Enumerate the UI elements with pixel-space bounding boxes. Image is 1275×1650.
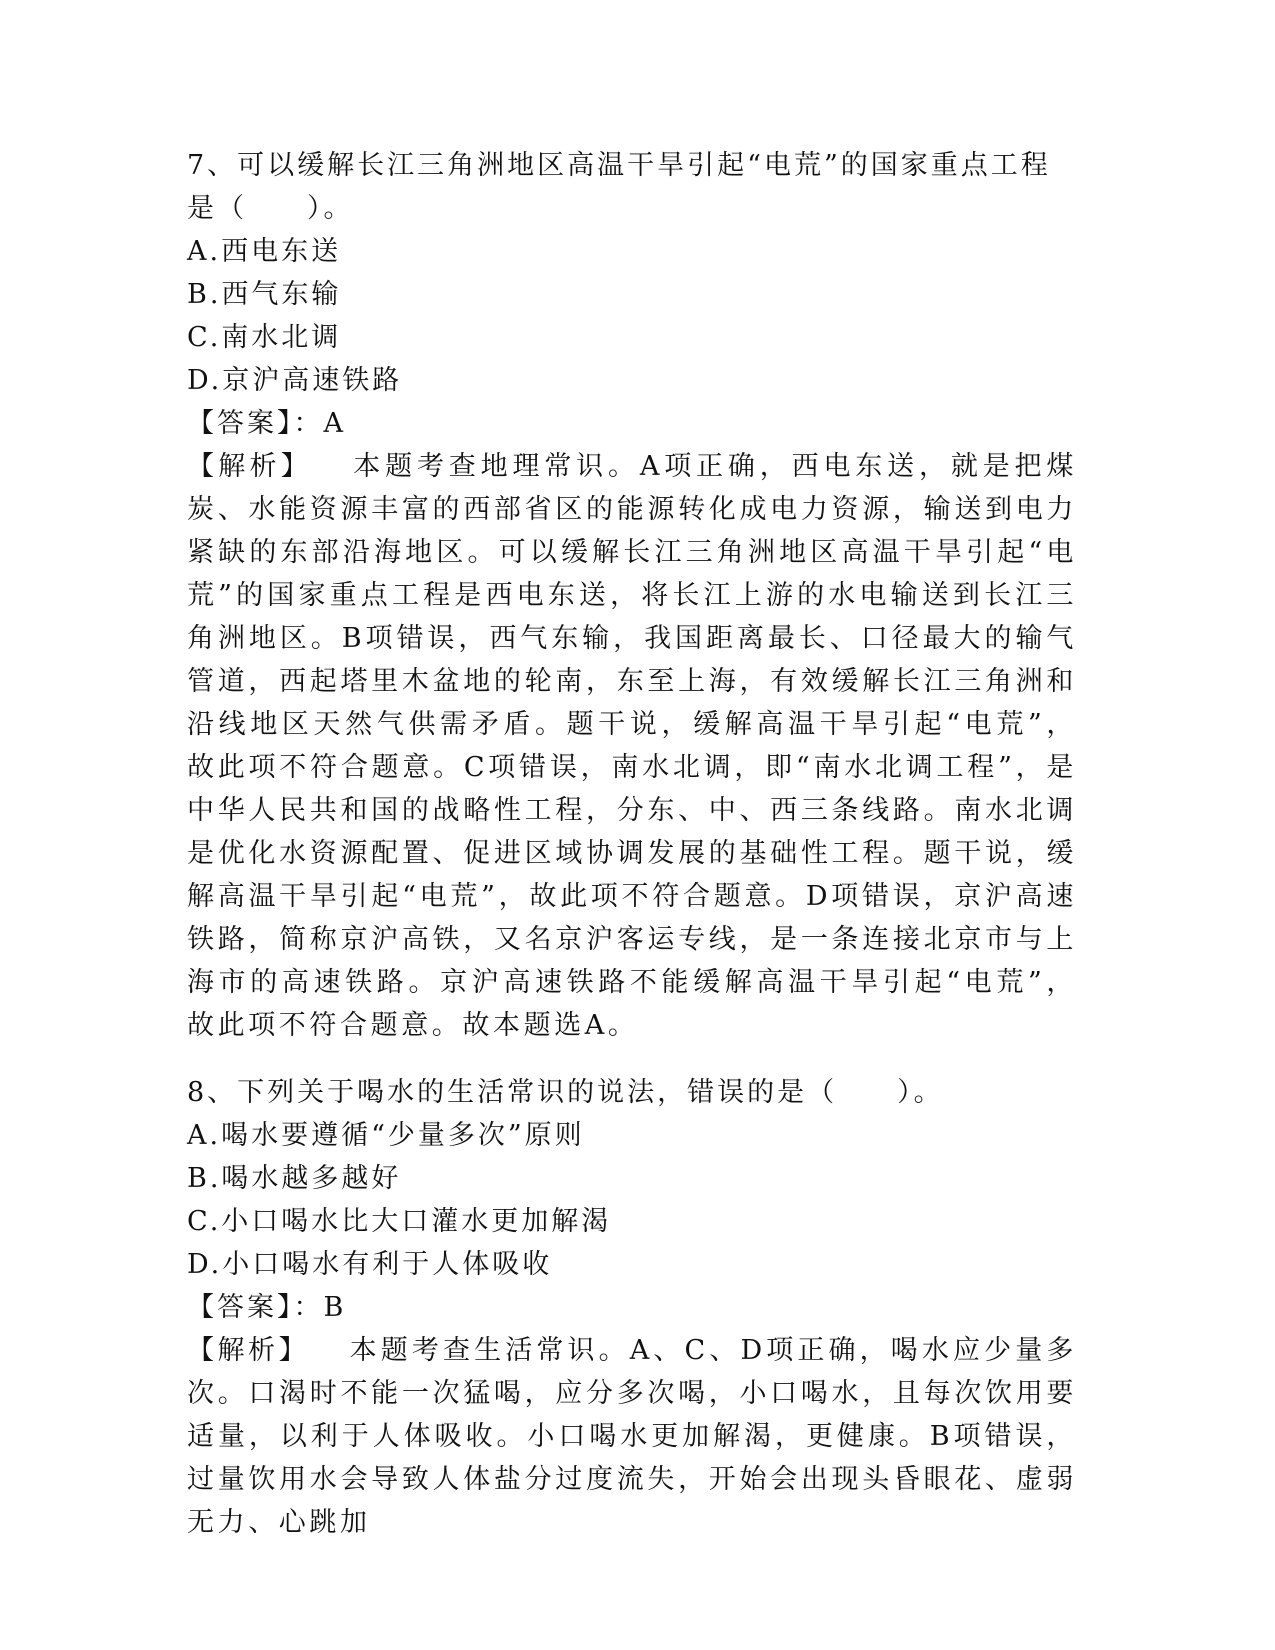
question-7 (187, 144, 1077, 1047)
explanation-block (187, 445, 1077, 1047)
document-content (187, 144, 1077, 1544)
explanation-text: 本题考查地理常识。A项正确，西电东送，就是把煤炭、水能资源丰富的西部省区的能源转化成电力资源，输送到电力紧缺的东部沿海地区。可以缓解长江三角洲地区高温干旱引起“电荒”的国家重点工程是西电东送，将长江上游的水电输送到长江三角洲地区。B项错误，西气东输，我国距离最长、口径最大的输气管道，西起塔里木盆地的轮南，东至上海，有效缓解长江三角洲和沿线地区天然气供需矛盾。题干说，缓解高温干旱引起“电荒”，故此项不符合题意。C项错误，南水北调，即“南水北调工程”，是中华人民共和国的战略性工程，分东、中、西三条线路。南水北调是优化水资源配置、促进区域协调发展的基础性工程。题干说，缓解高温干旱引起“电荒”，故此项不符合题意。D项错误，京沪高速铁路，简称京沪高铁，又名京沪客运专线，是一条连接北京市与上海市的高速铁路。京沪高速铁路不能缓解高温干旱引起“电荒”，故此项不符合题意。故本题选A。 (187, 451, 1077, 1041)
answer-value: B (323, 1292, 347, 1323)
explanation-block (187, 1329, 1077, 1544)
answer-label: 【答案】： (187, 408, 324, 439)
option-b: B.西气东输 (187, 279, 342, 310)
option-d: D.小口喝水有利于人体吸收 (187, 1249, 553, 1280)
question-stem: 8、下列关于喝水的生活常识的说法，错误的是（ ）。 (187, 1077, 944, 1108)
option-b: B.喝水越多越好 (187, 1163, 402, 1194)
answer-label: 【答案】： (187, 1292, 324, 1323)
question-stem: 7、可以缓解长江三角洲地区高温干旱引起“电荒”的国家重点工程是（ ）。 (187, 150, 1051, 224)
answer-line (187, 1286, 1077, 1329)
option-a: A.喝水要遵循“少量多次”原则 (187, 1120, 585, 1151)
option-d: D.京沪高速铁路 (187, 365, 403, 396)
question-8 (187, 1071, 1077, 1544)
option-a: A.西电东送 (187, 236, 342, 267)
explanation-text: 本题考查生活常识。A、C、D项正确，喝水应少量多次。口渴时不能一次猛喝，应分多次喝，小口喝水，且每次饮用要适量，以利于人体吸收。小口喝水更加解渴，更健康。B项错误，过量饮用水会导致人体盐分过度流失，开始会出现头昏眼花、虚弱无力、心跳加 (187, 1335, 1077, 1538)
option-c: C.南水北调 (187, 322, 342, 353)
answer-value: A (323, 408, 346, 439)
explanation-label: 【解析】 (187, 451, 312, 482)
explanation-label: 【解析】 (187, 1335, 310, 1366)
option-c: C.小口喝水比大口灌水更加解渴 (187, 1206, 612, 1237)
answer-line (187, 402, 1077, 445)
